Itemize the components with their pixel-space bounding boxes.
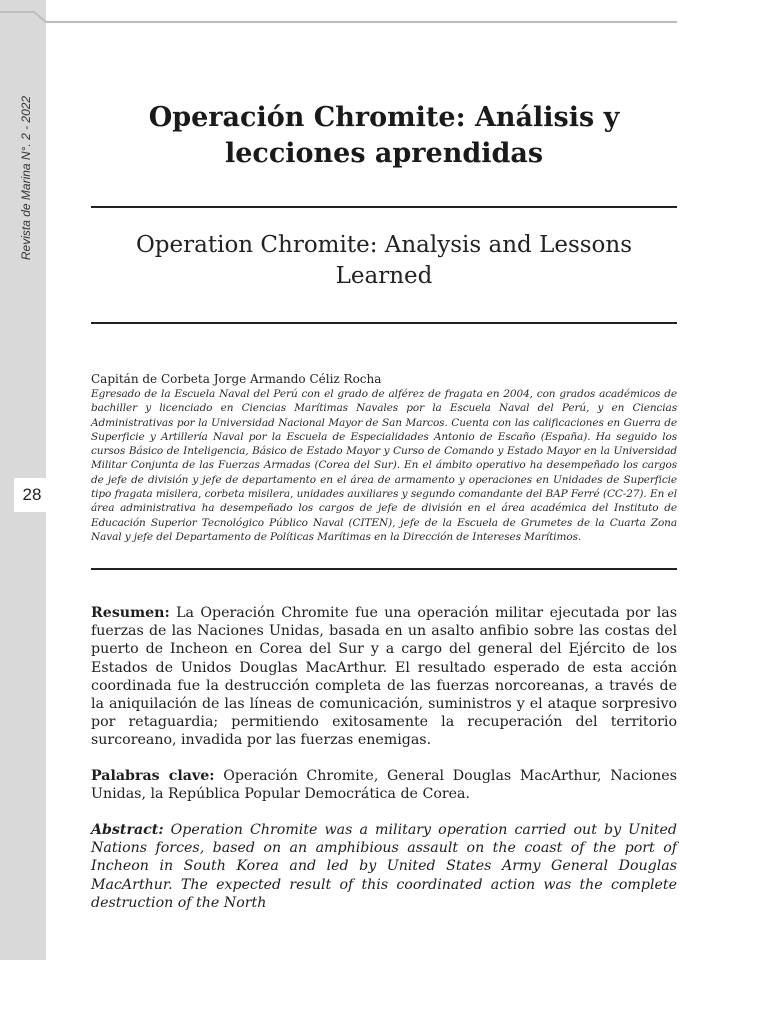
author-bio: Egresado de la Escuela Naval del Perú con el grado de alférez de fragata en 2004, con grados académicos de bachiller y licenciado en Ciencias Marítimas Navales por la Escuela Naval del Perú, y en Ciencias Administrativas por la Universidad Nacional Mayor de San Marcos. Cuenta con las calificaciones en Guerra de Superficie y Artillería Naval por la Escuela de Especialidades Antonio de Escaño (España). Ha seguido los cursos Básico de Inteligencia, Básico de Estado Mayor y Curso de Comando y Estado Mayor en la Universidad Militar Conjunta de las Fuerzas Armadas (Corea del Sur). En el ámbito operativo ha desempeñado los cargos de jefe de división y jefe de departamento en el área de armamento y operaciones en Unidades de Superficie tipo fragata misilera, corbeta misilera, unidades auxiliares y segundo comandante del BAP Ferré (CC-27). En el área administrativa ha desempeñado los cargos de jefe de división en el área académica del Instituto de Educación Superior Tecnológico Público Naval (CITEN), jefe de la Escuela de Grumetes de la Cuarta Zona Naval y jefe del Departamento de Políticas Marítimas en la Dirección de Intereses Marítimos.: [91, 388, 677, 543]
top-border-line: [0, 0, 768, 40]
article-subtitle: Operation Chromite: Analysis and Lessons Learned: [135, 232, 633, 289]
author-divider: [91, 568, 677, 570]
keywords-paragraph: [91, 767, 677, 803]
keywords-text: Operación Chromite, General Douglas MacArthur, Naciones Unidas, la República Popular Democrática de Corea.: [91, 768, 677, 803]
abstract-paragraph: [91, 821, 677, 912]
subtitle-divider: [91, 322, 677, 324]
keywords-label: Palabras clave:: [91, 768, 215, 784]
resumen-text: La Operación Chromite fue una operación militar ejecutada por las fuerzas de las Naciones Unidas, basada en un asalto anfibio sobre las costas del puerto de Incheon en Corea del Sur y a cargo del general del Ejército de los Estados de Unidos Douglas MacArthur. El resultado esperado de esta acción coordinada fue la destrucción completa de las fuerzas norcoreanas, a través de la aniquilación de las líneas de comunicación, suministros y el ataque sorpresivo por retaguardia; permitiendo exitosamente la recuperación del territorio surcoreano, invadida por las fuerzas enemigas.: [91, 605, 677, 749]
resumen-label: Resumen:: [91, 605, 170, 621]
article-title: Operación Chromite: Análisis y lecciones aprendidas: [148, 102, 620, 169]
resumen-paragraph: [91, 604, 677, 750]
author-name: Capitán de Corbeta Jorge Armando Céliz Rocha: [91, 372, 382, 386]
page-number: 28: [14, 478, 50, 512]
title-divider: [91, 206, 677, 208]
abstract-text: Operation Chromite was a military operation carried out by United Nations forces, based on an amphibious assault on the coast of the port of Incheon in South Korea and led by United States Army General Douglas MacArthur. The expected result of this coordinated action was the complete destruction of the North: [91, 822, 677, 911]
abstract-label: Abstract:: [91, 822, 164, 838]
journal-running-head: Revista de Marina N°. 2 - 2022: [19, 95, 33, 261]
